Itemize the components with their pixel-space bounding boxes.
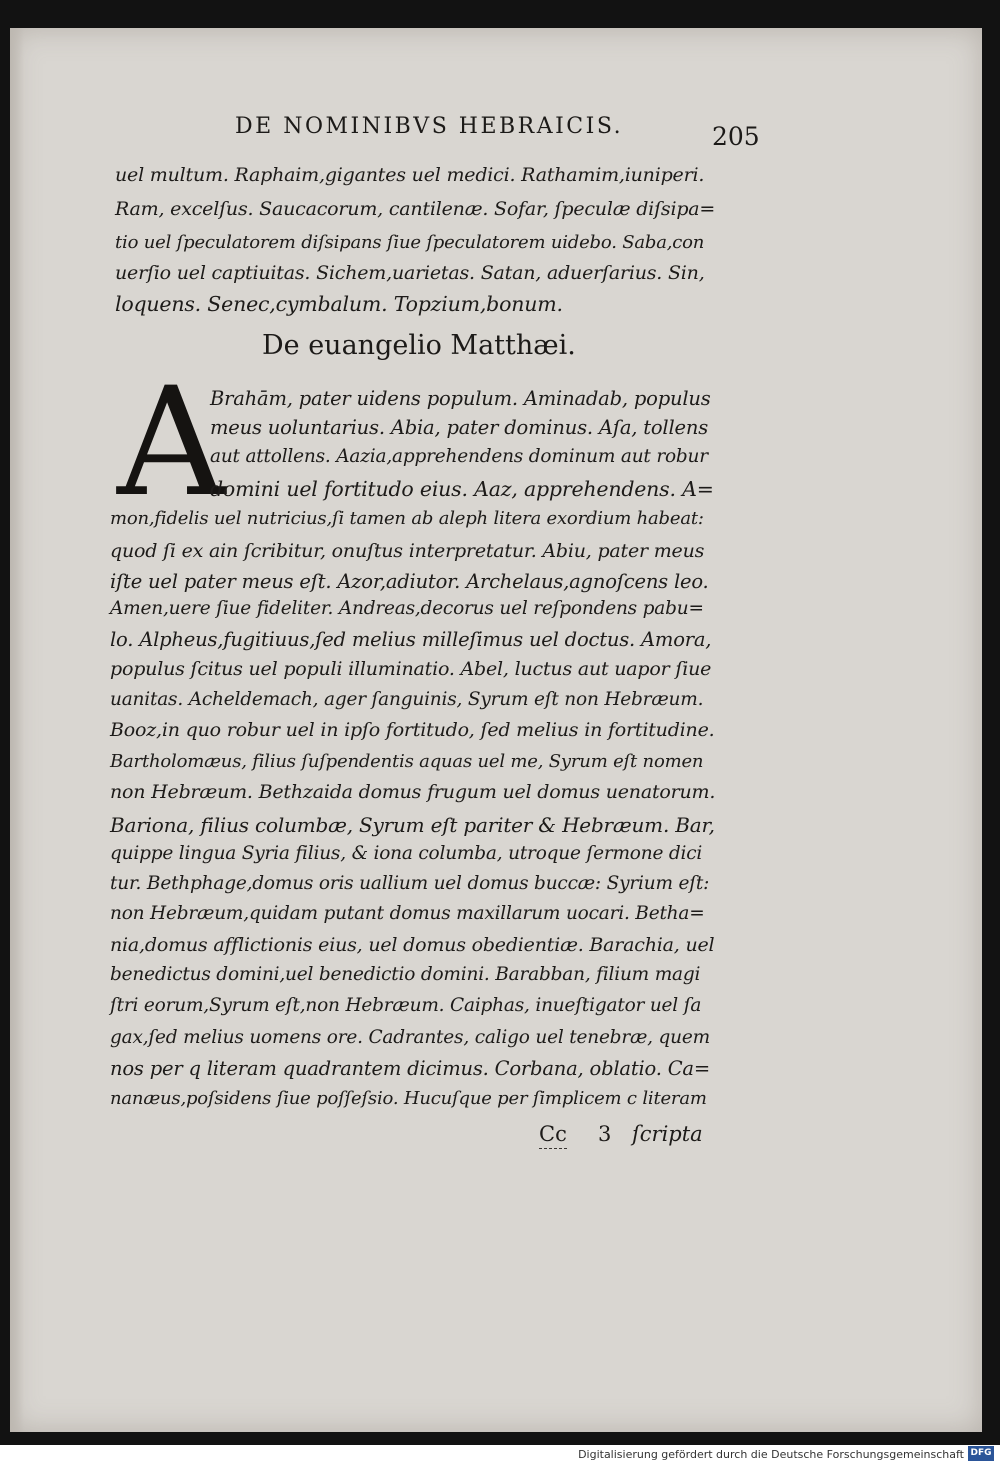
text-line: Booz,in quo robur uel in ipſo fortitudo, ſed melius in fortitudine.: [110, 719, 715, 741]
drop-cap-initial: A: [117, 356, 226, 530]
text-line: quippe lingua Syria filius, & iona columba, utroque ſermone dici: [110, 843, 703, 864]
text-line: mon,fidelis uel nutricius,ſi tamen ab aleph litera exordium habeat:: [110, 508, 704, 529]
text-line: populus ſcitus uel populi illuminatio. Abel, luctus aut uapor ſiue: [110, 658, 712, 680]
page-edge-shadow: [10, 28, 24, 1432]
text-line: nanæus,poſsidens ſiue poſſeſsio. Hucuſque per ſimplicem c literam: [110, 1088, 707, 1109]
text-line: Bariona, filius columbæ, Syrum eſt pariter & Hebræum. Bar,: [110, 813, 715, 837]
catchword: ſcripta: [632, 1122, 703, 1146]
signature-number: 3: [598, 1122, 612, 1146]
signature-mark: Cc: [539, 1122, 567, 1149]
text-line: meus uoluntarius. Abia, pater dominus. Aſa, tollens: [210, 416, 709, 439]
text-line: uanitas. Acheldemach, ager ſanguinis, Syrum eſt non Hebræum.: [110, 689, 704, 710]
section-heading: De euangelio Matthæi.: [262, 330, 576, 361]
text-line: ſtri eorum,Syrum eſt,non Hebræum. Caiphas, inueſtigator uel ſa: [110, 995, 702, 1016]
text-line: non Hebræum. Bethzaida domus frugum uel domus uenatorum.: [110, 781, 716, 803]
text-line: Amen,uere ſiue fideliter. Andreas,decorus uel reſpondens pabu=: [110, 598, 704, 619]
text-line: Ram, excelſus. Saucacorum, cantilenæ. Sofar, ſpeculæ diſsipa=: [115, 198, 716, 220]
dfg-logo: DFG: [968, 1446, 994, 1461]
text-line: gax,ſed melius uomens ore. Cadrantes, caligo uel tenebræ, quem: [110, 1027, 710, 1048]
text-line: uerſio uel captiuitas. Sichem,uarietas. Satan, aduerſarius. Sin,: [115, 262, 705, 284]
text-line: nia,domus afflictionis eius, uel domus obedientiæ. Barachia, uel: [110, 934, 715, 956]
text-line: non Hebræum,quidam putant domus maxillarum uocari. Betha=: [110, 903, 705, 924]
text-line: tio uel ſpeculatorem diſsipans ſiue ſpeculatorem uidebo. Saba,con: [115, 232, 705, 253]
page-number: 205: [712, 122, 760, 151]
text-line: uel multum. Raphaim,gigantes uel medici. Rathamim,iuniperi.: [115, 164, 705, 186]
text-line: domini uel fortitudo eius. Aaz, apprehendens. A=: [210, 477, 714, 501]
text-line: Brahām, pater uidens populum. Aminadab, populus: [210, 387, 711, 410]
text-line: Bartholomæus, filius ſuſpendentis aquas uel me, Syrum eſt nomen: [110, 751, 704, 772]
digitization-credit: Digitalisierung gefördert durch die Deutsche Forschungsgemeinschaft: [578, 1448, 964, 1461]
text-line: loquens. Senec,cymbalum. Topzium,bonum.: [115, 292, 563, 316]
text-line: lo. Alpheus,fugitiuus,ſed melius milleſimus uel doctus. Amora,: [110, 628, 712, 651]
text-line: aut attollens. Aazia,apprehendens dominum aut robur: [210, 446, 708, 467]
text-line: iſte uel pater meus eſt. Azor,adiutor. Archelaus,agnoſcens leo.: [110, 570, 709, 593]
text-line: benedictus domini,uel benedictio domini. Barabban, filium magi: [110, 964, 701, 985]
text-line: nos per q literam quadrantem dicimus. Corbana, oblatio. Ca=: [110, 1057, 710, 1080]
text-line: tur. Bethphage,domus oris uallium uel domus buccæ: Syrium eſt:: [110, 873, 710, 894]
running-head: DE NOMINIBVS HEBRAICIS.: [235, 114, 624, 139]
text-line: quod ſi ex ain ſcribitur, onuſtus interpretatur. Abiu, pater meus: [110, 540, 705, 562]
